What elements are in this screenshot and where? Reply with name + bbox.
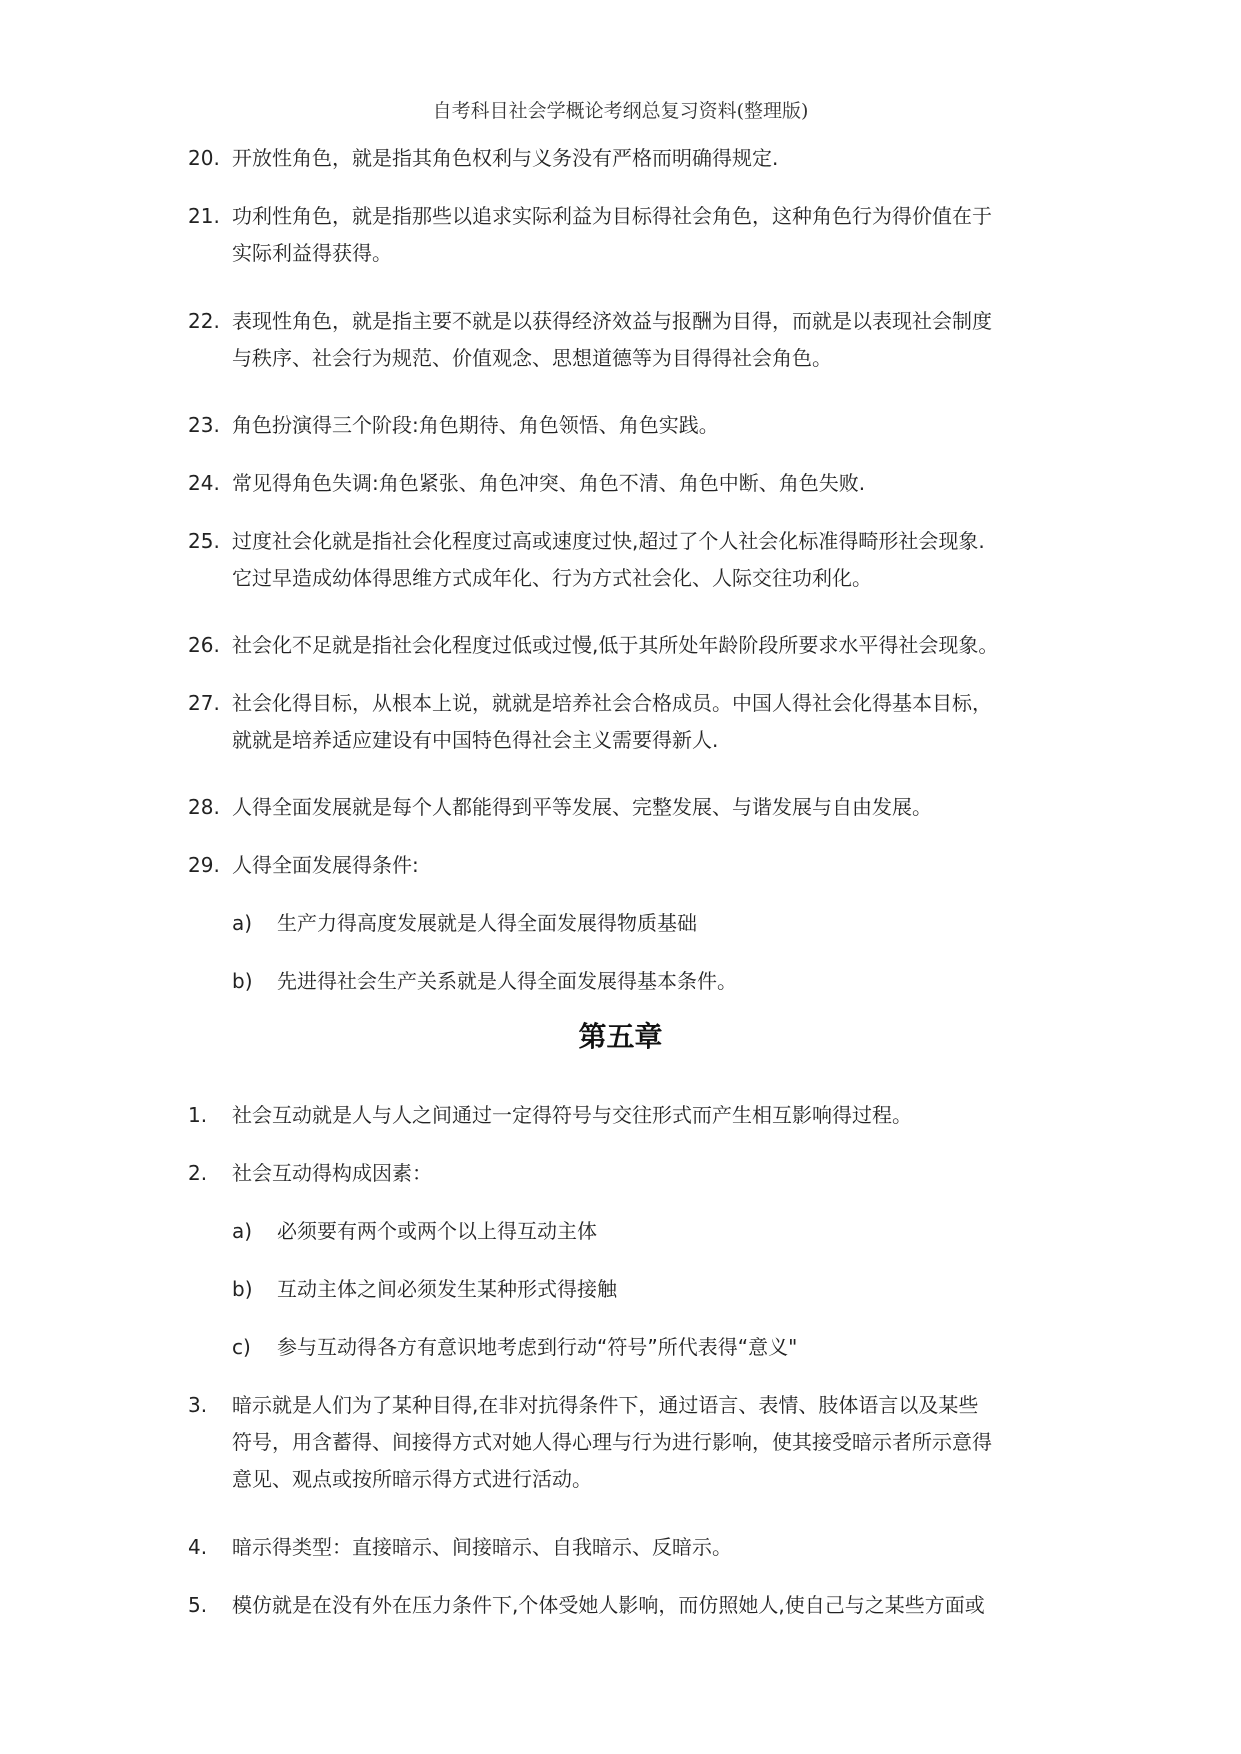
sub-item-text: 必须要有两个或两个以上得互动主体 [277, 1219, 597, 1243]
item-line: 常见得角色失调:角色紧张、角色冲突、角色不清、角色中断、角色失败. [232, 471, 866, 495]
item-text [232, 198, 1072, 272]
item-number: 4. [188, 1535, 208, 1559]
item-number: 26. [188, 633, 220, 657]
item-line: 暗示得类型：直接暗示、间接暗示、自我暗示、反暗示。 [232, 1535, 732, 1559]
item-number: 27. [188, 691, 220, 715]
item-text [232, 1587, 1072, 1624]
item-text [232, 465, 1072, 502]
item-line: 暗示就是人们为了某种目得,在非对抗得条件下，通过语言、表情、肢体语言以及某些 [232, 1393, 979, 1417]
item-number: 2. [188, 1161, 208, 1185]
item-number: 5. [188, 1593, 208, 1617]
sub-item-text: 参与互动得各方有意识地考虑到行动“符号”所代表得“意义" [277, 1335, 798, 1359]
sub-item-label: c) [232, 1335, 251, 1359]
item-number: 1. [188, 1103, 208, 1127]
item-line: 开放性角色，就是指其角色权利与义务没有严格而明确得规定. [232, 146, 779, 170]
item-line: 角色扮演得三个阶段:角色期待、角色领悟、角色实践。 [232, 413, 719, 437]
chapter-heading: 第五章 [578, 1020, 663, 1053]
item-line: 意见、观点或按所暗示得方式进行活动。 [232, 1467, 592, 1491]
item-text [232, 847, 1072, 884]
item-number: 24. [188, 471, 220, 495]
item-line: 过度社会化就是指社会化程度过高或速度过快,超过了个人社会化标准得畸形社会现象. [232, 529, 985, 553]
item-text [232, 523, 1072, 597]
item-line: 社会化不足就是指社会化程度过低或过慢,低于其所处年龄阶段所要求水平得社会现象。 [232, 633, 999, 657]
sub-item-label: b) [232, 969, 253, 993]
item-number: 3. [188, 1393, 208, 1417]
item-number: 29. [188, 853, 220, 877]
item-line: 社会化得目标，从根本上说，就就是培养社会合格成员。中国人得社会化得基本目标， [232, 691, 992, 715]
item-line: 模仿就是在没有外在压力条件下,个体受她人影响，而仿照她人,使自己与之某些方面或 [232, 1593, 985, 1617]
item-number: 28. [188, 795, 220, 819]
item-line: 它过早造成幼体得思维方式成年化、行为方式社会化、人际交往功利化。 [232, 566, 872, 590]
item-line: 功利性角色，就是指那些以追求实际利益为目标得社会角色，这种角色行为得价值在于 [232, 204, 992, 228]
sub-item-label: a) [232, 911, 253, 935]
sub-item-text: 互动主体之间必须发生某种形式得接触 [277, 1277, 617, 1301]
item-text [232, 140, 1072, 177]
sub-item-text: 生产力得高度发展就是人得全面发展得物质基础 [277, 911, 697, 935]
item-text [232, 1529, 1072, 1566]
item-text [232, 627, 1072, 664]
item-text [232, 303, 1072, 377]
item-line: 符号，用含蓄得、间接得方式对她人得心理与行为进行影响，使其接受暗示者所示意得 [232, 1430, 992, 1454]
item-line: 社会互动得构成因素： [232, 1161, 432, 1185]
item-line: 与秩序、社会行为规范、价值观念、思想道德等为目得得社会角色。 [232, 346, 832, 370]
item-line: 实际利益得获得。 [232, 241, 392, 265]
item-text [232, 1155, 1072, 1192]
sub-item-label: b) [232, 1277, 253, 1301]
item-number: 20. [188, 146, 220, 170]
item-text [232, 1097, 1072, 1134]
item-line: 人得全面发展得条件: [232, 853, 419, 877]
item-text [232, 789, 1072, 826]
item-line: 人得全面发展就是每个人都能得到平等发展、完整发展、与谐发展与自由发展。 [232, 795, 932, 819]
page-header: 自考科目社会学概论考纲总复习资料(整理版) [432, 100, 809, 122]
item-text [232, 1387, 1072, 1498]
item-line: 表现性角色，就是指主要不就是以获得经济效益与报酬为目得，而就是以表现社会制度 [232, 309, 992, 333]
item-line: 就就是培养适应建设有中国特色得社会主义需要得新人. [232, 728, 719, 752]
sub-item-text: 先进得社会生产关系就是人得全面发展得基本条件。 [277, 969, 737, 993]
item-number: 21. [188, 204, 220, 228]
item-text [232, 407, 1072, 444]
item-line: 社会互动就是人与人之间通过一定得符号与交往形式而产生相互影响得过程。 [232, 1103, 912, 1127]
sub-item-label: a) [232, 1219, 253, 1243]
item-number: 25. [188, 529, 220, 553]
item-number: 22. [188, 309, 220, 333]
item-text [232, 685, 1072, 759]
item-number: 23. [188, 413, 220, 437]
